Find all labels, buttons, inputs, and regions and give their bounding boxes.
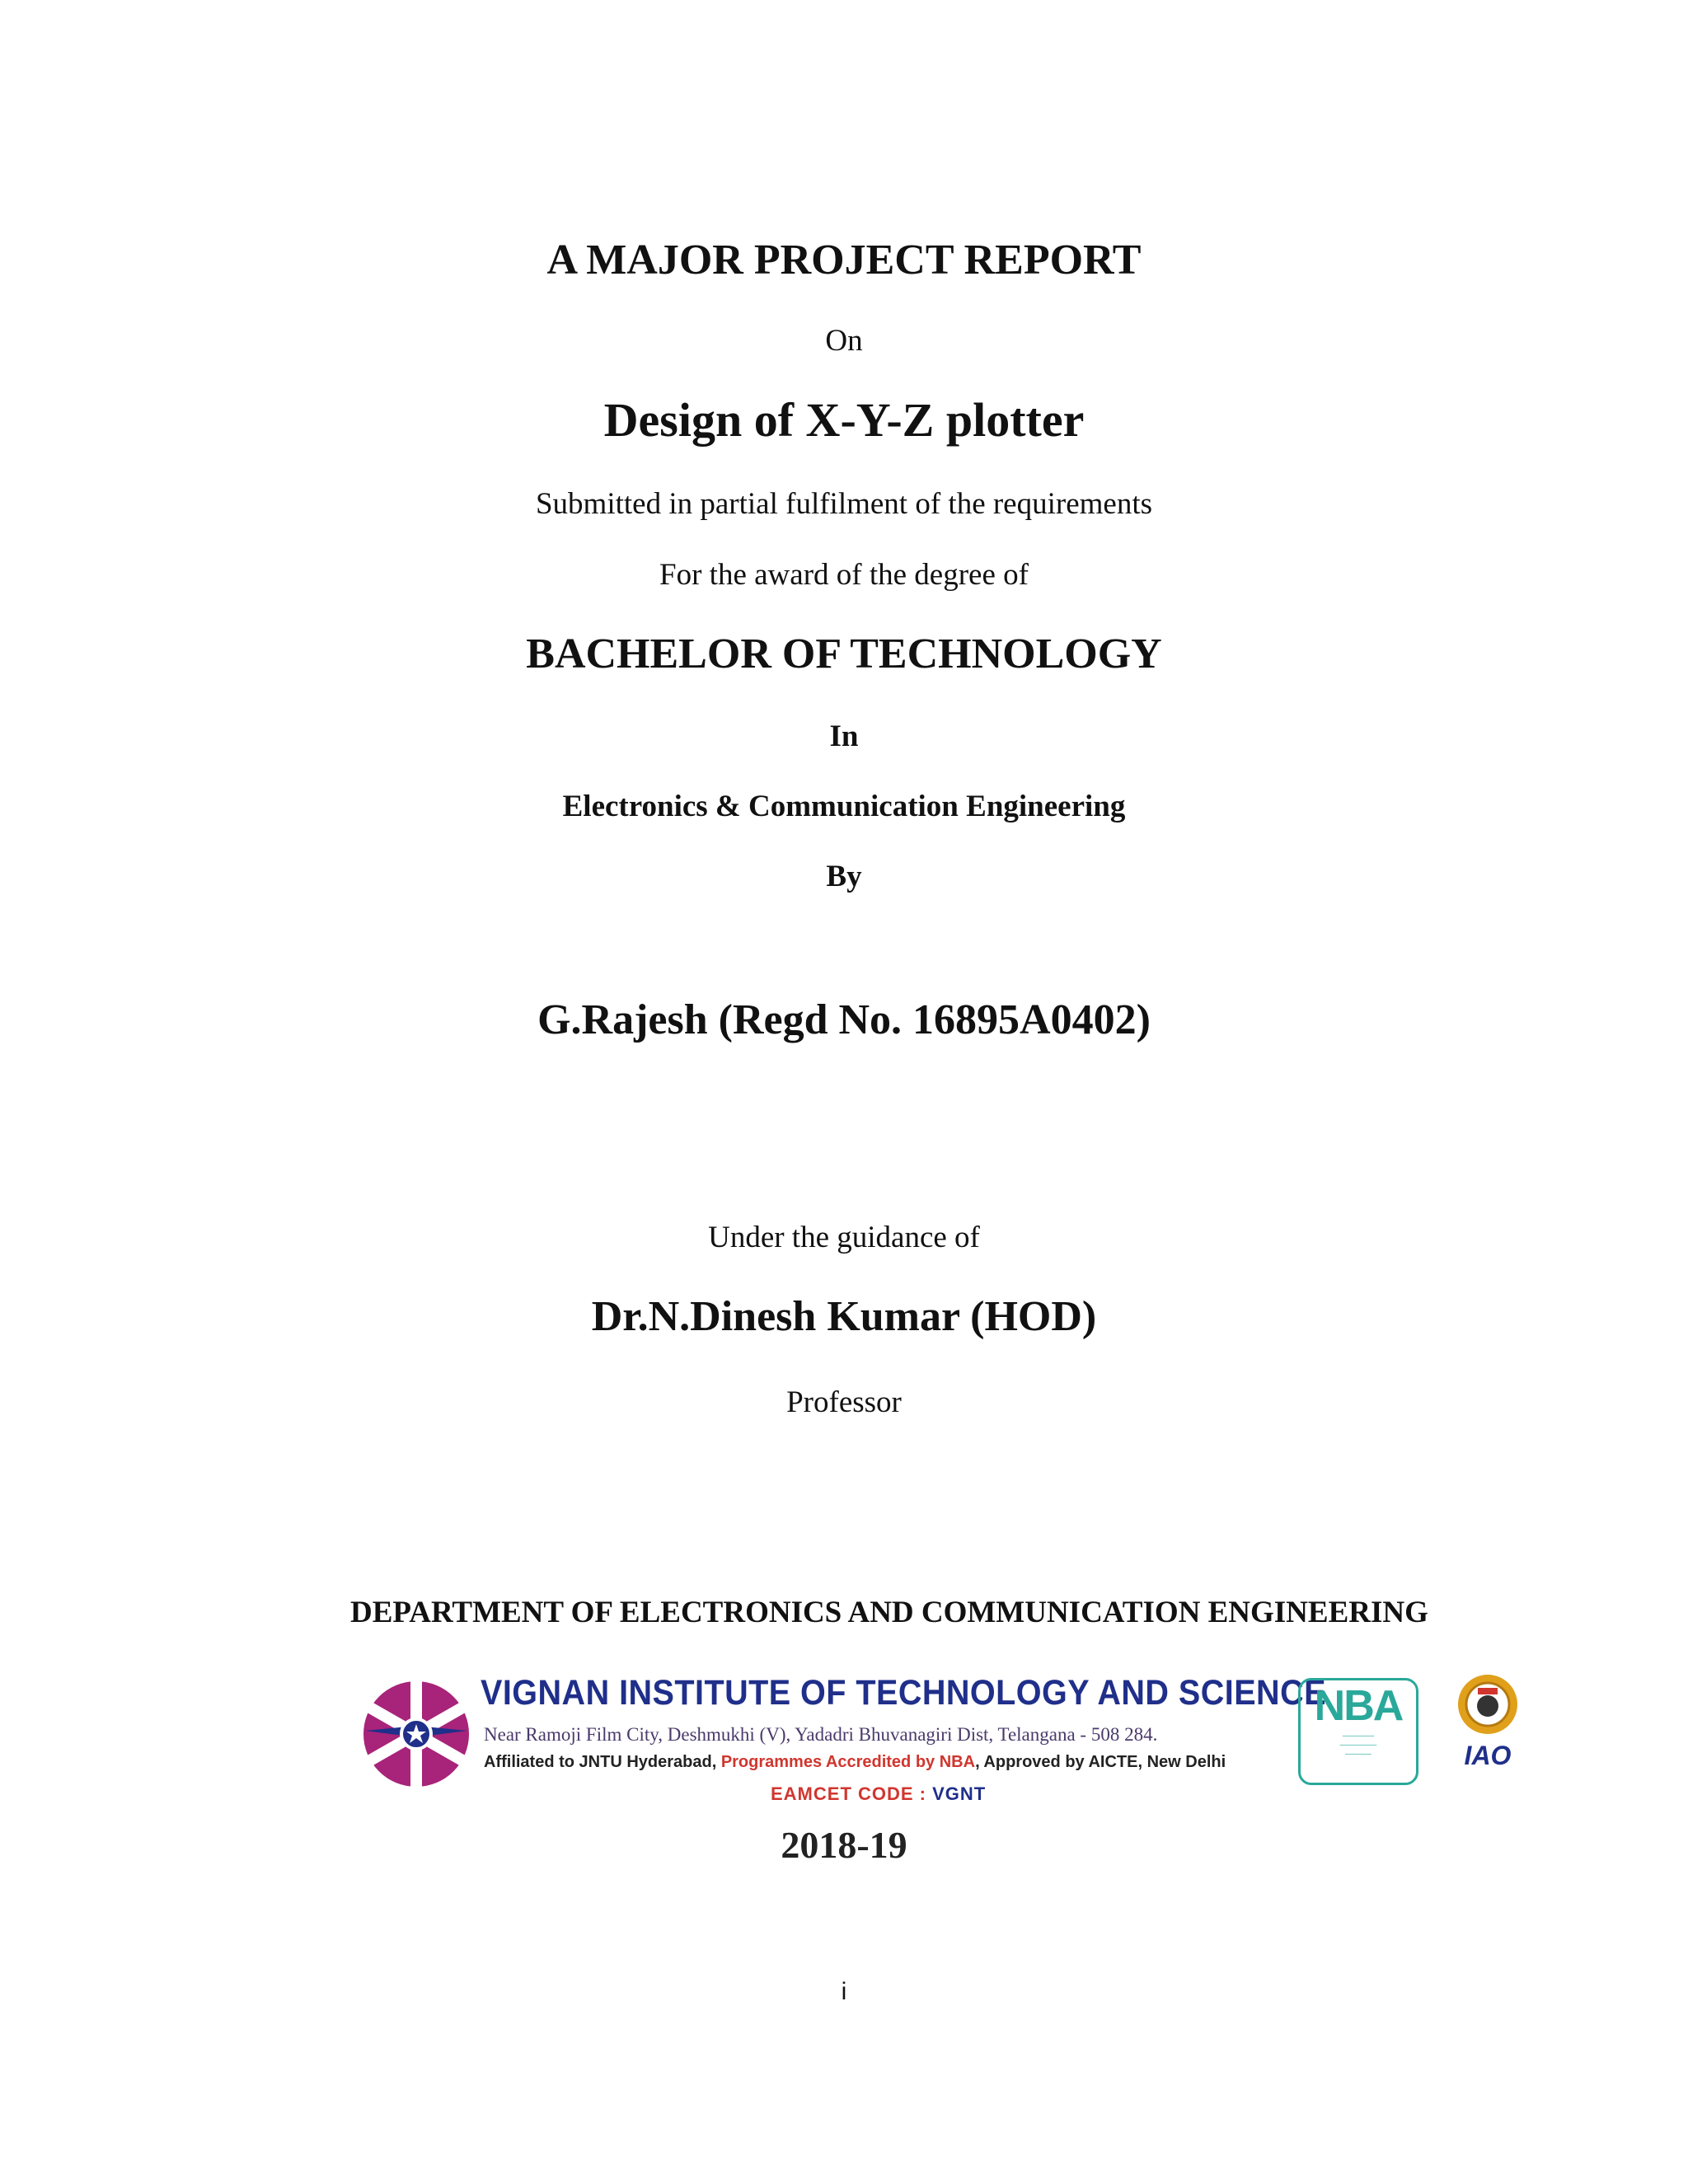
guide-name: Dr.N.Dinesh Kumar (HOD) xyxy=(591,1293,1097,1340)
nba-logo-icon xyxy=(1298,1678,1418,1785)
academic-year: 2018-19 xyxy=(781,1824,907,1866)
iao-seal-icon xyxy=(1456,1673,1519,1736)
award-line: For the award of the degree of xyxy=(659,558,1029,592)
institute-logo-icon xyxy=(359,1676,474,1792)
page-number: i xyxy=(841,1978,847,2005)
nba-fine-print-icon: ────── ─────── ───── xyxy=(1339,1732,1377,1758)
institute-address: Near Ramoji Film City, Deshmukhi (V), Yadadri Bhuvanagiri Dist, Telangana - 508 284. xyxy=(484,1724,1158,1745)
on-label: On xyxy=(825,324,863,358)
iao-mark: IAO xyxy=(1464,1741,1512,1770)
project-title: Design of X-Y-Z plotter xyxy=(603,393,1085,447)
degree: BACHELOR OF TECHNOLOGY xyxy=(526,630,1162,677)
submitted-line: Submitted in partial fulfilment of the requirements xyxy=(535,487,1153,521)
institute-name: VIGNAN INSTITUTE OF TECHNOLOGY AND SCIENCE xyxy=(481,1673,1326,1713)
affiliation-nba: Programmes Accredited by NBA xyxy=(720,1753,976,1771)
by-label: By xyxy=(826,860,862,893)
report-type: A MAJOR PROJECT REPORT xyxy=(546,237,1142,284)
institute-banner xyxy=(359,1668,1545,1816)
in-label: In xyxy=(829,719,859,753)
affiliation-jntu: Affiliated to JNTU Hyderabad, xyxy=(484,1753,721,1771)
iao-logo-icon xyxy=(1430,1668,1545,1800)
affiliation-aicte: , Approved by AICTE, New Delhi xyxy=(975,1753,1226,1771)
department: DEPARTMENT OF ELECTRONICS AND COMMUNICATION ENGINEERING xyxy=(350,1596,1428,1629)
branch: Electronics & Communication Engineering xyxy=(562,790,1126,823)
eamcet-value: VGNT xyxy=(932,1783,987,1804)
student-name: G.Rajesh (Regd No. 16895A0402) xyxy=(537,996,1151,1043)
eamcet-label: EAMCET CODE : xyxy=(771,1783,933,1804)
guide-designation: Professor xyxy=(786,1385,902,1419)
guidance-line: Under the guidance of xyxy=(708,1221,980,1254)
nba-mark: NBA xyxy=(1314,1682,1403,1730)
institute-affiliation xyxy=(484,1753,1226,1772)
eamcet-code xyxy=(771,1783,986,1805)
